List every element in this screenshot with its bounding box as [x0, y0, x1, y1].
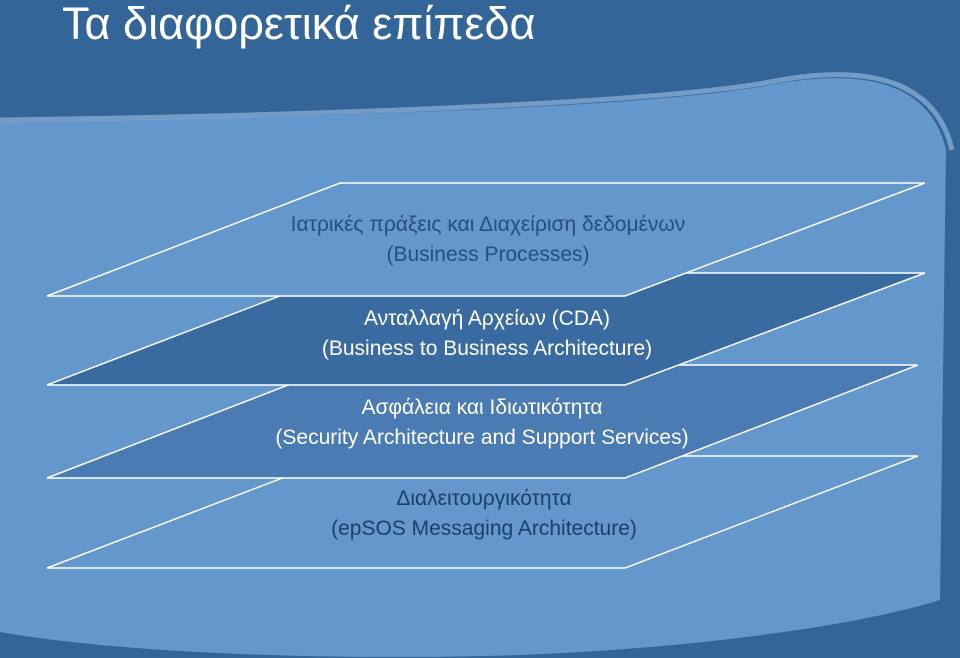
layer-label-line1: Ανταλλαγή Αρχείων (CDA) [363, 307, 610, 330]
layer-label-line1: Ιατρικές πράξεις και Διαχείριση δεδομένων [290, 213, 686, 236]
layer-label-security [2, 393, 960, 453]
layer-label-cda [7, 304, 960, 364]
layer-label-messaging [4, 484, 960, 544]
page-title: Τα διαφορετικά επίπεδα [62, 0, 536, 49]
layer-label-line2: (epSOS Messaging Architecture) [331, 517, 637, 540]
layer-label-line2: (Business Processes) [386, 243, 590, 266]
layer-label-line1: Διαλειτουργικότητα [396, 487, 572, 510]
layer-label-line2: (Security Architecture and Support Services) [275, 426, 689, 449]
layer-label-line1: Ασφάλεια και Ιδιωτικότητα [361, 396, 603, 419]
layer-label-line2: (Business to Business Architecture) [321, 337, 653, 360]
layer-label-business [8, 210, 960, 270]
